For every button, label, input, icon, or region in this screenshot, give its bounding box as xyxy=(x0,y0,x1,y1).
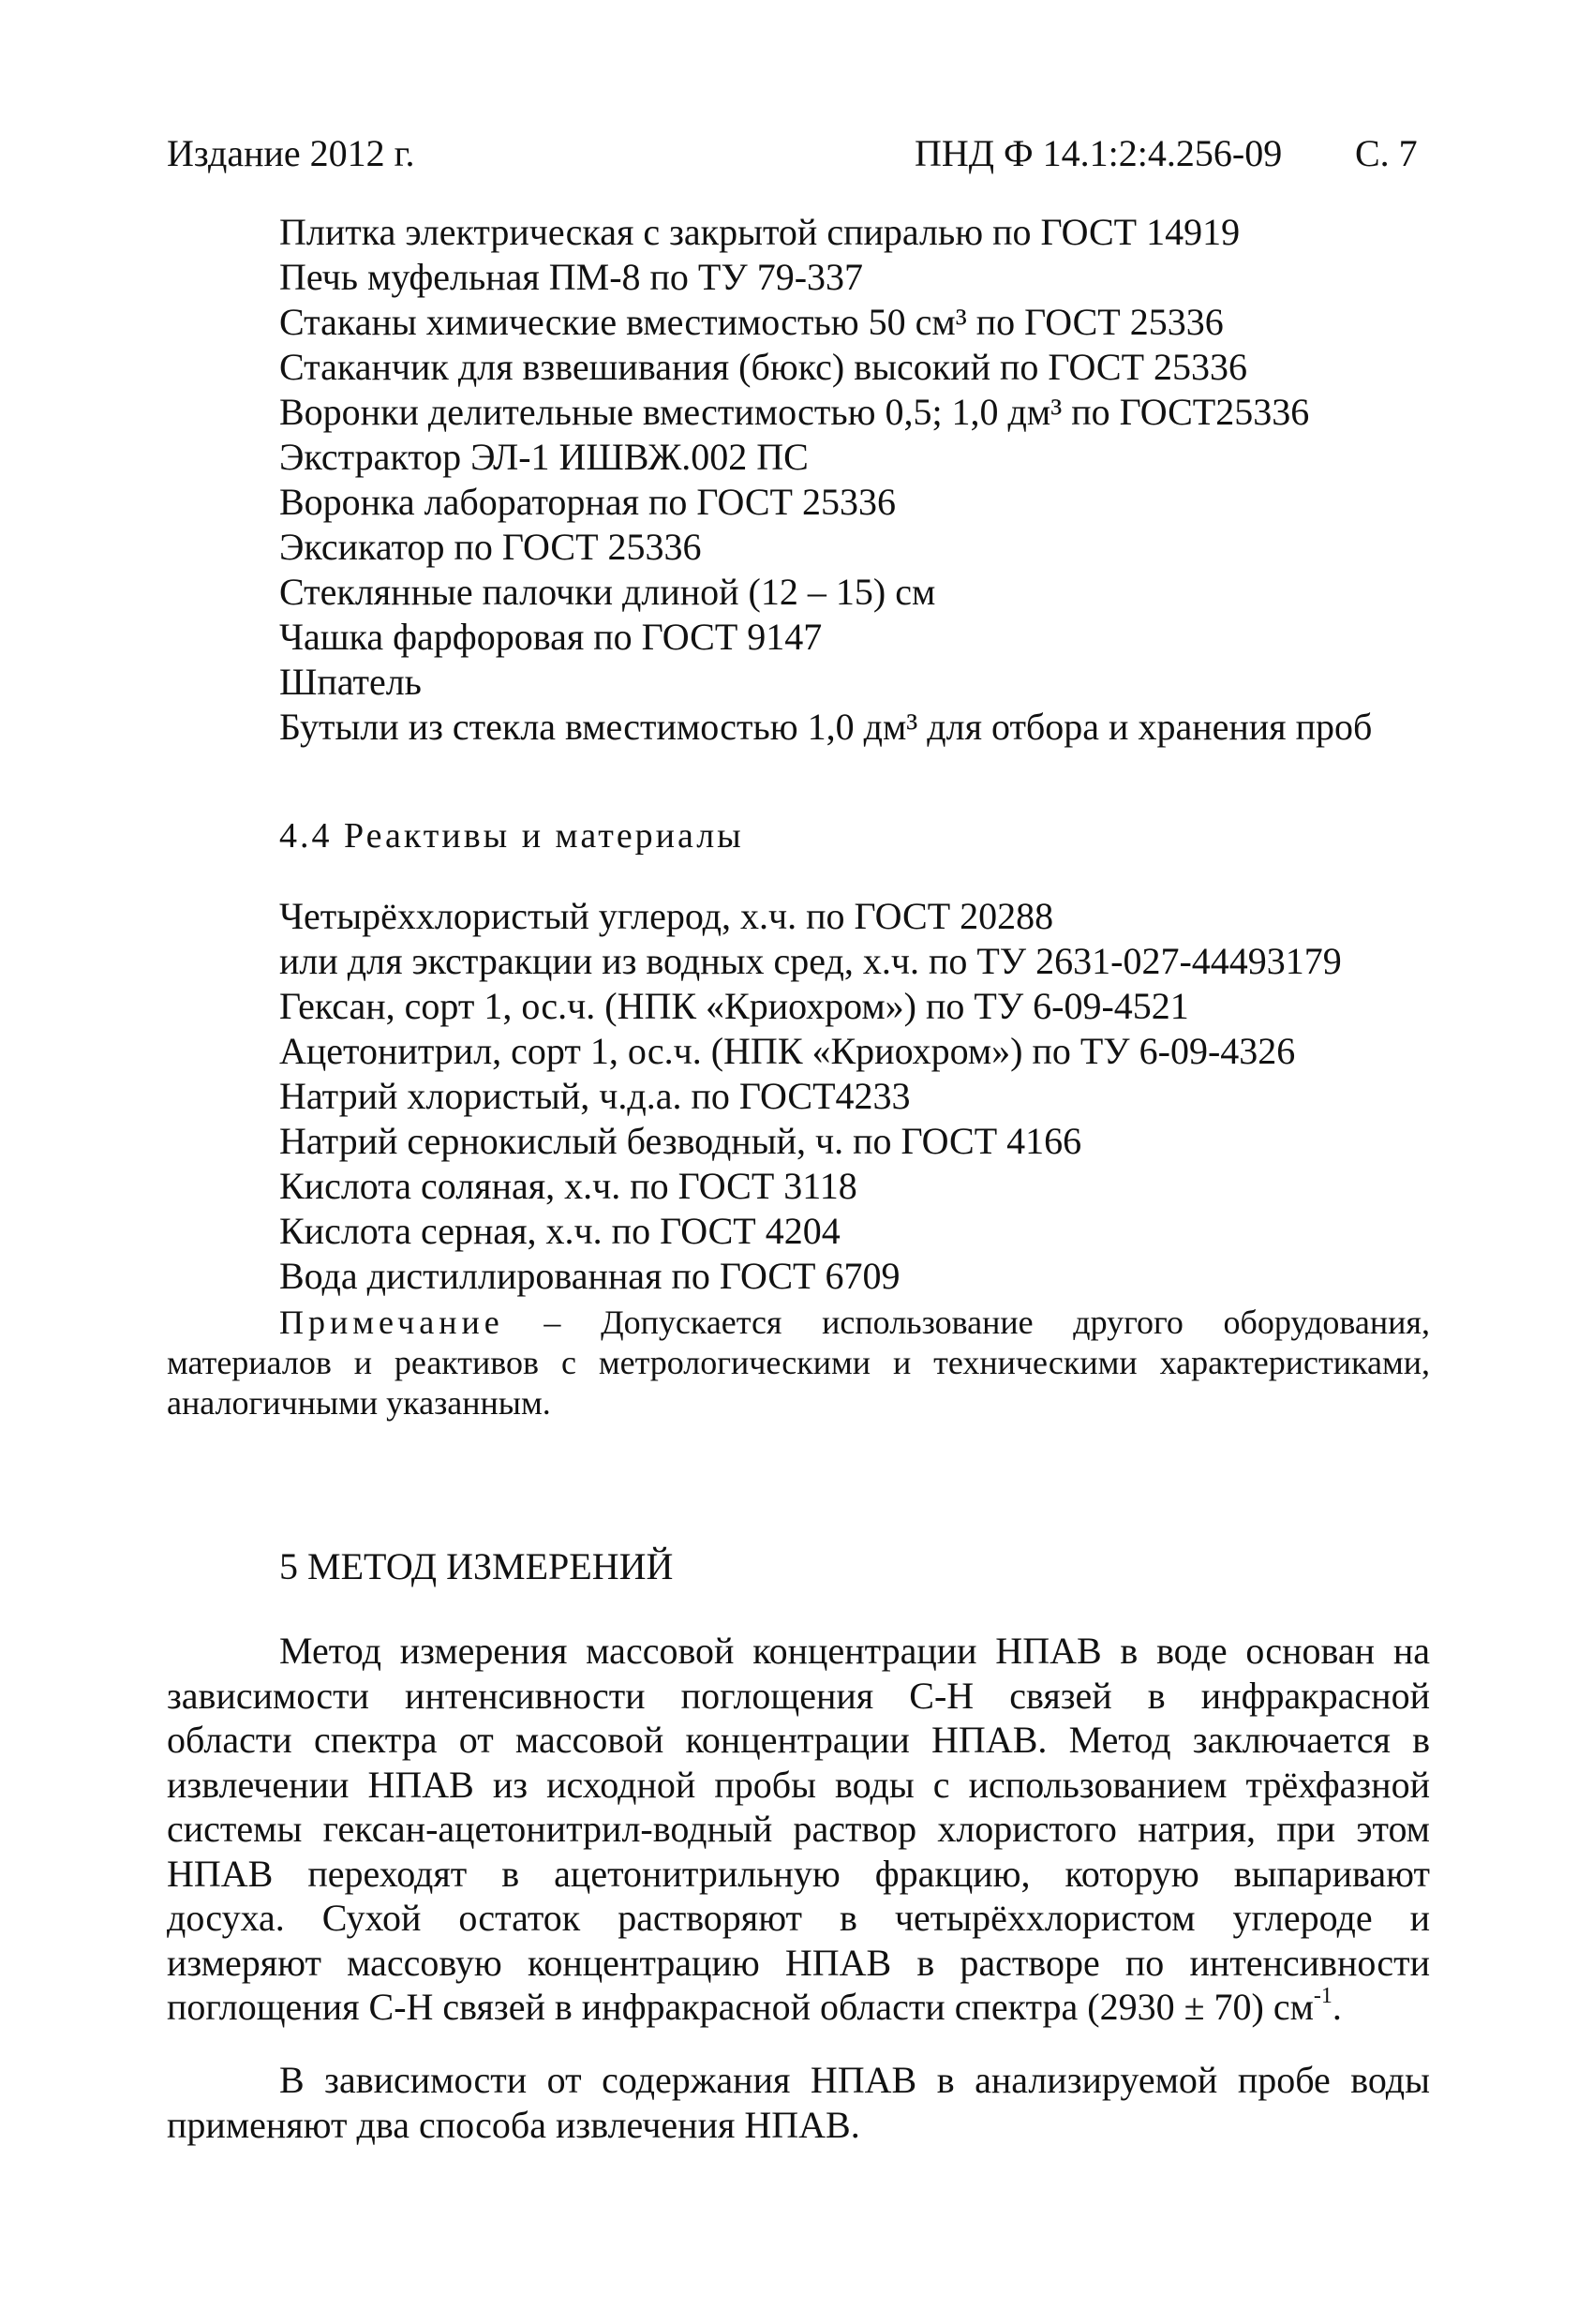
section-heading: 5 МЕТОД ИЗМЕРЕНИЙ xyxy=(279,1545,674,1587)
list-item: Воронка лабораторная по ГОСТ 25336 xyxy=(279,481,896,523)
list-item: Натрий хлористый, ч.д.а. по ГОСТ4233 xyxy=(279,1075,911,1117)
list-item: Бутыли из стекла вместимостью 1,0 дм³ для отбора и хранения проб xyxy=(279,706,1373,748)
list-item: Ацетонитрил, сорт 1, ос.ч. (НПК «Криохром») по ТУ 6-09-4326 xyxy=(279,1030,1296,1072)
section-heading: 4.4 Реактивы и материалы xyxy=(279,816,744,856)
list-item: Кислота соляная, х.ч. по ГОСТ 3118 xyxy=(279,1165,857,1207)
note-line: Примечание – Допускается использование другого оборудования, xyxy=(279,1304,1430,1341)
list-item: Стаканчик для взвешивания (бюкс) высокий по ГОСТ 25336 xyxy=(279,346,1248,388)
list-item: Стаканы химические вместимостью 50 см³ по ГОСТ 25336 xyxy=(279,301,1224,343)
method-paragraph: Метод измерения массовой концентрации НПАВ в воде основан на зависимости интенсивности поглощения С-Н связей в инфракрасной области спектра от массовой концентрации НПАВ. Метод заключается в извлечении НПАВ из исходной пробы воды с использованием трёхфазной системы гексан-ацетонитрил-водный раствор хлористого натрия, при этом НПАВ переходят в ацетонитрильную фракцию, которую выпаривают досуха. Сухой остаток растворяют в четырёххлористом углероде и измеряют массовую концентрацию НПАВ в растворе по интенсивности поглощения С-Н связей в инфракрасной области спектра (2930 ± 70) $см^{-1}$. xyxy=(167,1630,1430,2028)
note-line: материалов и реактивов с метрологическими и техническими характеристиками, xyxy=(167,1344,1430,1381)
list-item: Эксикатор по ГОСТ 25336 xyxy=(279,526,702,568)
edition-year: Издание 2012 г. xyxy=(167,132,415,174)
superscript: -1 xyxy=(1313,1983,1332,2008)
list-item: Кислота серная, х.ч. по ГОСТ 4204 xyxy=(279,1210,841,1252)
list-item: Чашка фарфоровая по ГОСТ 9147 xyxy=(279,616,823,658)
document-code: ПНД Ф 14.1:2:4.256-09 xyxy=(915,132,1283,174)
list-item: или для экстракции из водных сред, х.ч. по ТУ 2631-027-44493179 xyxy=(279,940,1342,982)
list-item: Шпатель xyxy=(279,661,422,703)
list-item: Вода дистиллированная по ГОСТ 6709 xyxy=(279,1255,901,1297)
page-number: С. 7 xyxy=(1355,132,1418,174)
note-label: Примечание xyxy=(279,1304,504,1341)
note xyxy=(167,1303,1430,1423)
list-item: Гексан, сорт 1, ос.ч. (НПК «Криохром») по ТУ 6-09-4521 xyxy=(279,985,1189,1027)
method-paragraph-2: В зависимости от содержания НПАВ в анализируемой пробе воды применяют два способа извлечения НПАВ. xyxy=(167,2059,1430,2146)
note-line: аналогичными указанным. xyxy=(167,1384,551,1422)
list-item: Плитка электрическая с закрытой спиралью по ГОСТ 14919 xyxy=(279,211,1241,253)
list-item: Печь муфельная ПМ-8 по ТУ 79-337 xyxy=(279,256,864,298)
list-item: Четырёххлористый углерод, х.ч. по ГОСТ 20288 xyxy=(279,895,1054,937)
list-item: Экстрактор ЭЛ-1 ИШВЖ.002 ПС xyxy=(279,436,809,478)
list-item: Воронки делительные вместимостью 0,5; 1,0 дм³ по ГОСТ25336 xyxy=(279,391,1310,433)
list-item: Стеклянные палочки длиной (12 – 15) см xyxy=(279,571,936,613)
list-item: Натрий сернокислый безводный, ч. по ГОСТ 4166 xyxy=(279,1120,1082,1162)
